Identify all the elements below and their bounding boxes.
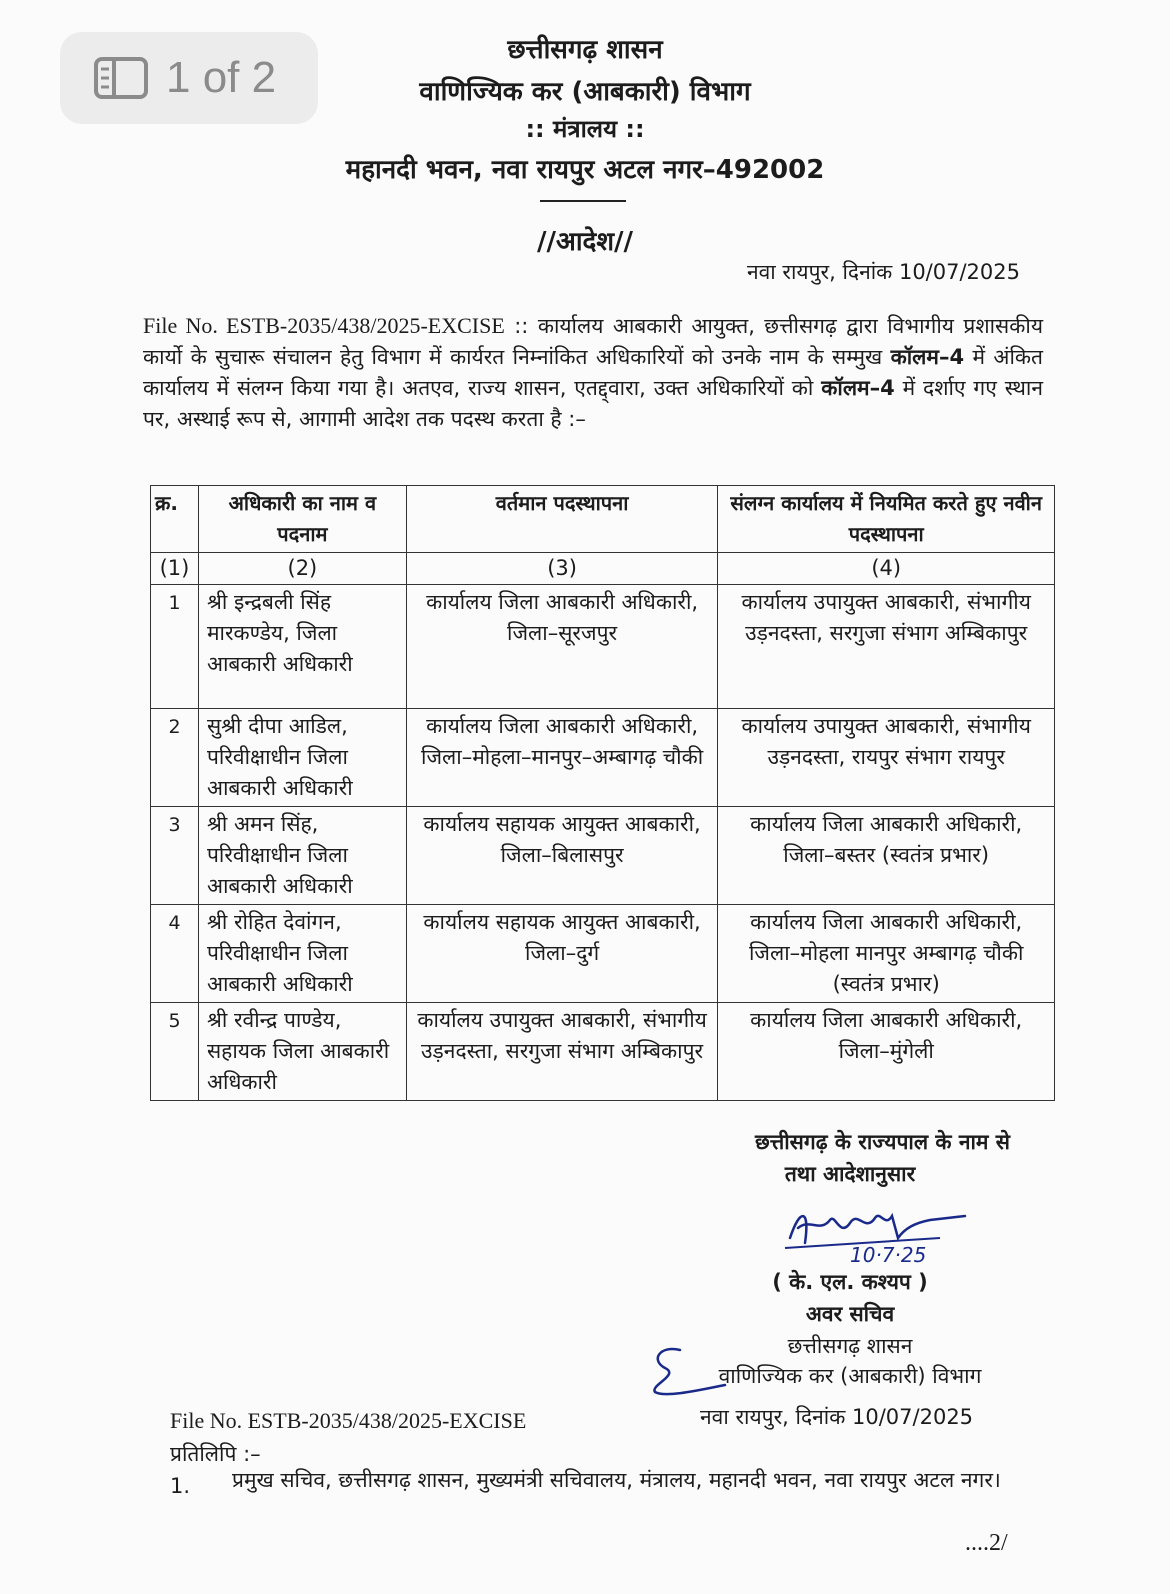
copy-file-number: File No. ESTB-2035/438/2025-EXCISE <box>170 1408 527 1433</box>
department-heading: वाणिज्यिक कर (आबकारी) विभाग <box>419 77 751 107</box>
current-posting: कार्यालय जिला आबकारी अधिकारी, जिला–मोहला–मानपुर–अम्बागढ़ चौकी <box>406 709 718 807</box>
officer-name: सुश्री दीपा आडिल, परिवीक्षाधीन जिला आबकारी अधिकारी <box>198 709 406 807</box>
order-title: //आदेश// <box>536 227 634 257</box>
header-sn: क्र. <box>151 486 199 553</box>
column-ref-1: कॉलम–4 <box>890 345 965 369</box>
new-posting: कार्यालय उपायुक्त आबकारी, संभागीय उड़नदस्ता, रायपुर संभाग रायपुर <box>718 709 1055 807</box>
separator: :: <box>504 314 538 338</box>
row-sn: 3 <box>151 807 199 905</box>
col-number: (1) <box>151 553 199 585</box>
table-header-row <box>151 486 1055 553</box>
col-number: (4) <box>718 553 1055 585</box>
officer-name: श्री रोहित देवांगन, परिवीक्षाधीन जिला आबकारी अधिकारी <box>198 905 406 1003</box>
current-posting: कार्यालय सहायक आयुक्त आबकारी, जिला–दुर्ग <box>406 905 718 1003</box>
signatory-name: ( के. एल. कश्यप ) <box>772 1270 928 1294</box>
handwritten-signature <box>780 1198 980 1268</box>
header-current: वर्तमान पदस्थापना <box>406 486 718 553</box>
copy-label: प्रतिलिपि :– <box>170 1442 261 1466</box>
signature-authority-line1: छत्तीसगढ़ के राज्यपाल के नाम से <box>755 1130 1010 1154</box>
column-number-row <box>151 553 1055 585</box>
col-number: (3) <box>406 553 718 585</box>
list-item-number: 1. <box>170 1474 191 1498</box>
order-body <box>143 310 1043 435</box>
page-indicator-label: 1 of 2 <box>166 53 277 102</box>
new-posting: कार्यालय उपायुक्त आबकारी, संभागीय उड़नदस्ता, सरगुजा संभाग अम्बिकापुर <box>718 585 1055 709</box>
order-date: नवा रायपुर, दिनांक 10/07/2025 <box>746 260 1020 284</box>
officer-name: श्री अमन सिंह, परिवीक्षाधीन जिला आबकारी अधिकारी <box>198 807 406 905</box>
posting-table <box>150 485 1055 1101</box>
copy-date: नवा रायपुर, दिनांक 10/07/2025 <box>700 1405 974 1429</box>
col-number: (2) <box>198 553 406 585</box>
body-text-3: में दर्शाए गए स्थान पर, अस्थाई रूप से, आगामी आदेश तक पदस्थ करता है :– <box>143 376 1043 431</box>
list-item <box>170 1465 1050 1502</box>
new-posting: कार्यालय जिला आबकारी अधिकारी, जिला–मोहला मानपुर अम्बागढ़ चौकी (स्वतंत्र प्रभार) <box>718 905 1055 1003</box>
header-name: अधिकारी का नाम व पदनाम <box>198 486 406 553</box>
divider <box>540 200 626 202</box>
svg-text:10·7·25: 10·7·25 <box>850 1243 927 1267</box>
list-item-text: प्रमुख सचिव, छत्तीसगढ़ शासन, मुख्यमंत्री सचिवालय, मंत्रालय, महानदी भवन, नवा रायपुर अटल नगर। <box>232 1468 1001 1492</box>
table-row <box>151 709 1055 807</box>
body-text-1: कार्यालय आबकारी आयुक्त, छत्तीसगढ़ द्वारा विभागीय प्रशासकीय कार्यो के सुचारू संचालन हेतु विभाग में कार्यरत निम्नांकित अधिकारियों को उनके नाम के सम्मुख <box>143 314 1044 369</box>
header-new: संलग्न कार्यालय में नियमित करते हुए नवीन पदस्थापना <box>718 486 1055 553</box>
column-ref-2: कॉलम–4 <box>821 376 895 400</box>
officer-name: श्री रवीन्द्र पाण्डेय, सहायक जिला आबकारी अधिकारी <box>198 1003 406 1101</box>
row-sn: 2 <box>151 709 199 807</box>
table-row <box>151 905 1055 1003</box>
current-posting: कार्यालय उपायुक्त आबकारी, संभागीय उड़नदस्ता, सरगुजा संभाग अम्बिकापुर <box>406 1003 718 1101</box>
signatory-govt: छत्तीसगढ़ शासन <box>787 1334 913 1358</box>
current-posting: कार्यालय जिला आबकारी अधिकारी, जिला–सूरजपुर <box>406 585 718 709</box>
table-row <box>151 585 1055 709</box>
govt-heading: छत्तीसगढ़ शासन <box>507 35 663 65</box>
signatory-department: वाणिज्यिक कर (आबकारी) विभाग <box>718 1364 982 1388</box>
current-posting: कार्यालय सहायक आयुक्त आबकारी, जिला–बिलासपुर <box>406 807 718 905</box>
page-continuation: ....2/ <box>965 1530 1008 1556</box>
table-row <box>151 807 1055 905</box>
body-text-2: में अंकित कार्यालय में संलग्न किया गया है। अतएव, राज्य शासन, एतद्द्वारा, उक्त अधिकारियों को <box>143 345 1043 400</box>
new-posting: कार्यालय जिला आबकारी अधिकारी, जिला–बस्तर (स्वतंत्र प्रभार) <box>718 807 1055 905</box>
row-sn: 5 <box>151 1003 199 1101</box>
table-row <box>151 1003 1055 1101</box>
officer-name: श्री इन्द्रबली सिंह मारकण्डेय, जिला आबकारी अधिकारी <box>198 585 406 709</box>
new-posting: कार्यालय जिला आबकारी अधिकारी, जिला–मुंगेली <box>718 1003 1055 1101</box>
signatory-designation: अवर सचिव <box>805 1302 895 1326</box>
address-heading: महानदी भवन, नवा रायपुर अटल नगर–492002 <box>345 155 825 185</box>
signature-authority-line2: तथा आदेशानुसार <box>784 1162 916 1186</box>
row-sn: 1 <box>151 585 199 709</box>
row-sn: 4 <box>151 905 199 1003</box>
file-number: File No. ESTB-2035/438/2025-EXCISE <box>143 313 505 338</box>
ministry-heading: :: मंत्रालय :: <box>525 115 645 143</box>
